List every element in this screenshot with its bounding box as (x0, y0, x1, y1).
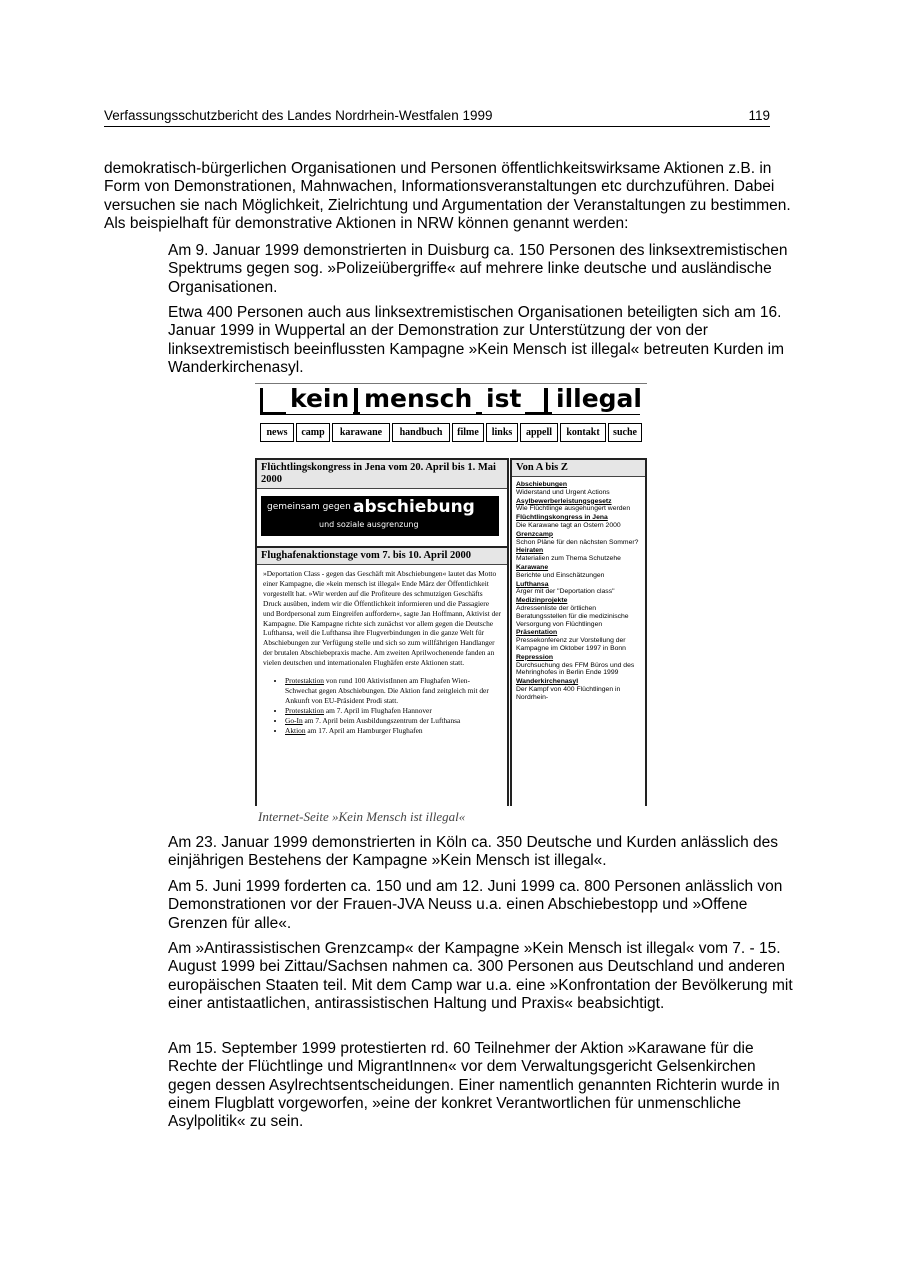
article-text: »Deportation Class - gegen das Geschäft mit Abschiebungen« lautet das Motto einer Kampagne, die »kein mensch ist illegal« Ende März der Öffentlichkeit vorgestellt hat. »Wir werden auf die Profiteure des schmutzigen Geschäfts Druck ausüben, indem wir die Öffentlichkeit informieren und die Passagiere und Bordpersonal zum Eingreifen auffordern«, sagte Jan Hoffmann, Aktivist der Kampagne. Die Kampagne richte sich zunächst vor allem gegen die Deutsche Lufthansa, weil die Lufthansa ihre Flugverbindungen in die ganze Welt für Abschiebungen zur Verfügung stelle und sich so zum willfährigen Handlanger der brutalen Abschiebepraxis mache. Am zweiten Aprilwochenende fanden an vielen deutschen und internationalen Flughäfen erste Aktionen statt. (263, 569, 502, 668)
logo-word: ist (482, 384, 525, 414)
sidebar-desc: Schon Pläne für den nächsten Sommer? (516, 538, 639, 546)
sidebar-desc: Pressekonferenz zur Vorstellung der Kampagne im Oktober 1997 in Bonn (516, 637, 626, 652)
sidebar-link[interactable]: Wanderkirchenasyl (516, 678, 579, 686)
abschiebung-banner[interactable] (261, 496, 499, 536)
logo-word: illegal (552, 384, 646, 414)
action-link[interactable]: Protestaktion (285, 676, 325, 686)
nav-suche[interactable]: suche (608, 423, 642, 442)
sidebar-link[interactable]: Karawane (516, 563, 549, 571)
logo-word: mensch (360, 384, 476, 414)
sidebar-link[interactable]: Lufthansa (516, 580, 549, 588)
nav-handbuch[interactable]: handbuch (392, 423, 450, 442)
logo-bar-segment (260, 388, 263, 415)
sidebar-link[interactable]: Heiraten (516, 547, 544, 555)
page-number: 119 (748, 108, 770, 123)
a-to-z-box (510, 458, 647, 806)
sidebar-desc: Ärger mit der "Deportation class" (516, 588, 615, 596)
a-to-z-title: Von A bis Z (512, 460, 645, 477)
site-nav (260, 423, 644, 442)
sidebar-link[interactable]: Präsentation (516, 629, 558, 637)
airport-actions-box (255, 546, 509, 806)
sidebar-link[interactable]: Abschiebungen (516, 481, 567, 488)
sidebar-link[interactable]: Repression (516, 653, 554, 661)
action-link[interactable]: Aktion (285, 725, 306, 735)
sidebar-desc: Materialien zum Thema Schutzehe (516, 555, 621, 563)
action-text: am 17. April am Hamburger Flughafen (305, 725, 423, 735)
list-item (285, 716, 501, 726)
site-logo (260, 384, 642, 415)
sidebar-link[interactable]: Grenzcamp (516, 530, 554, 538)
event-paragraph: Am 15. September 1999 protestierten rd. 60 Teilnehmer der Aktion »Karawane für die Rechte der Flüchtlinge und MigrantInnen« vor dem Verwaltungsgericht Gelsenkirchen gegen dessen Asylrechtsentscheidungen. Einer namentlich genannten Richterin wurde in einem Flugblatt vorgeworfen, »eine der konkret Verantwortlichen für unmenschliche Asylpolitik« zu sein. (168, 1040, 780, 1131)
event-paragraph: Am »Antirassistischen Grenzcamp« der Kampagne »Kein Mensch ist illegal« vom 7. - 15. August 1999 bei Zittau/Sachsen nahmen ca. 300 Personen aus Deutschland und anderen europäischen Staaten teil. Mit dem Camp war u.a. eine »Konfrontation der Bevölkerung mit einer antistaatlichen, antirassistischen Haltung und Praxis« beabsichtigt. (168, 940, 793, 1012)
nav-kontakt[interactable]: kontakt (560, 423, 606, 442)
intro-paragraph: demokratisch-bürgerlichen Organisationen und Personen öffentlichkeitswirksame Aktionen z.B. in Form von Demonstrationen, Mahnwachen, Informationsveranstaltungen etc durchzuführen. Dabei versuchen sie nach Möglichkeit, Zielrichtung und Argumentation der Veranstaltungen zu bestimmen. Als beispielhaft für demonstrative Aktionen in NRW können genannt werden: (104, 160, 791, 232)
figure-caption: Internet-Seite »Kein Mensch ist illegal« (258, 809, 466, 824)
event-paragraph: Am 9. Januar 1999 demonstrierten in Duisburg ca. 150 Personen des linksextremistischen Spektrums gegen sog. »Polizeiübergriffe« auf mehrere linke deutsche und ausländische Organisationen. (168, 242, 788, 296)
nav-karawane[interactable]: karawane (332, 423, 390, 442)
logo-bar-segment (544, 388, 548, 415)
event-paragraph: Etwa 400 Personen auch aus linksextremistischen Organisationen beteiligten sich am 16. Januar 1999 in Wuppertal an der Demonstration zur Unterstützung der von der linksextremistisch beeinflussten Kampagne »Kein Mensch ist illegal« betreuten Kurden im Wanderkirchenasyl. (168, 304, 785, 376)
sidebar-link[interactable]: Flüchtlingskongress in Jena (516, 514, 608, 522)
sidebar-link[interactable]: Medizinprojekte (516, 597, 568, 605)
nav-links[interactable]: links (486, 423, 518, 442)
logo-word: kein (286, 384, 353, 414)
action-list (263, 676, 501, 735)
airport-actions-title[interactable]: Flughafenaktionstage vom 7. bis 10. April 2000 (257, 548, 507, 565)
sidebar-desc: Adressenliste der örtlichen Beratungsstellen für die medizinische Versorgung von Flüchtlingen (516, 604, 629, 628)
sidebar-desc: Die Karawane tagt an Ostern 2000 (516, 521, 621, 529)
nav-appell[interactable]: appell (520, 423, 558, 442)
congress-box-title[interactable]: Flüchtlingskongress in Jena vom 20. April bis 1. Mai 2000 (257, 460, 507, 489)
nav-filme[interactable]: filme (452, 423, 484, 442)
action-text: am 7. April beim Ausbildungszentrum der Lufthansa (302, 715, 461, 725)
event-paragraph: Am 23. Januar 1999 demonstrierten in Köln ca. 350 Deutsche und Kurden anlässlich des einjährigen Bestehens der Kampagne »Kein Mensch ist illegal«. (168, 834, 779, 870)
page-header (104, 108, 770, 127)
nav-camp[interactable]: camp (296, 423, 330, 442)
sidebar-desc: Berichte und Einschätzungen (516, 571, 605, 579)
airport-article (257, 565, 507, 736)
action-text: am 7. April im Flughafen Hannover (324, 705, 432, 715)
action-link[interactable]: Protestaktion (285, 705, 325, 715)
congress-box (255, 458, 509, 548)
list-item (285, 726, 501, 736)
sidebar-desc: Durchsuchung des FFM Büros und des Mehringhofes in Berlin Ende 1999 (516, 661, 635, 677)
nav-news[interactable]: news (260, 423, 294, 442)
website-screenshot-figure (255, 383, 647, 806)
a-to-z-list (512, 477, 645, 702)
banner-sub-text: und soziale ausgrenzung (319, 520, 419, 529)
banner-big-text: abschiebung (353, 497, 475, 517)
action-link[interactable]: Go-In (285, 715, 303, 725)
sidebar-desc: Der Kampf von 400 Flüchtlingen in Nordrhein- (516, 685, 621, 701)
action-text: von rund 100 AktivistInnen am Flughafen Wien-Schwechat gegen Abschiebungen. Die Aktion fand zeitgleich mit der Ankunft von EU-Präsident Prodi statt. (285, 676, 489, 705)
logo-bar-segment (354, 388, 358, 415)
header-title: Verfassungsschutzbericht des Landes Nordrhein-Westfalen 1999 (104, 108, 493, 123)
list-item (285, 706, 501, 716)
sidebar-link[interactable]: Asylbewerberleistungsgesetz (516, 497, 612, 505)
banner-small-text: gemeinsam gegen (267, 502, 351, 512)
sidebar-desc: Widerstand und Urgent Actions (516, 488, 610, 496)
event-paragraph: Am 5. Juni 1999 forderten ca. 150 und am 12. Juni 1999 ca. 800 Personen anlässlich von Demonstrationen vor der Frauen-JVA Neuss u.a. einen Abschiebestopp und »Offene Grenzen für alle«. (168, 878, 783, 932)
list-item (285, 676, 501, 706)
sidebar-desc: Wie Flüchtlinge ausgehungert werden (516, 505, 631, 513)
